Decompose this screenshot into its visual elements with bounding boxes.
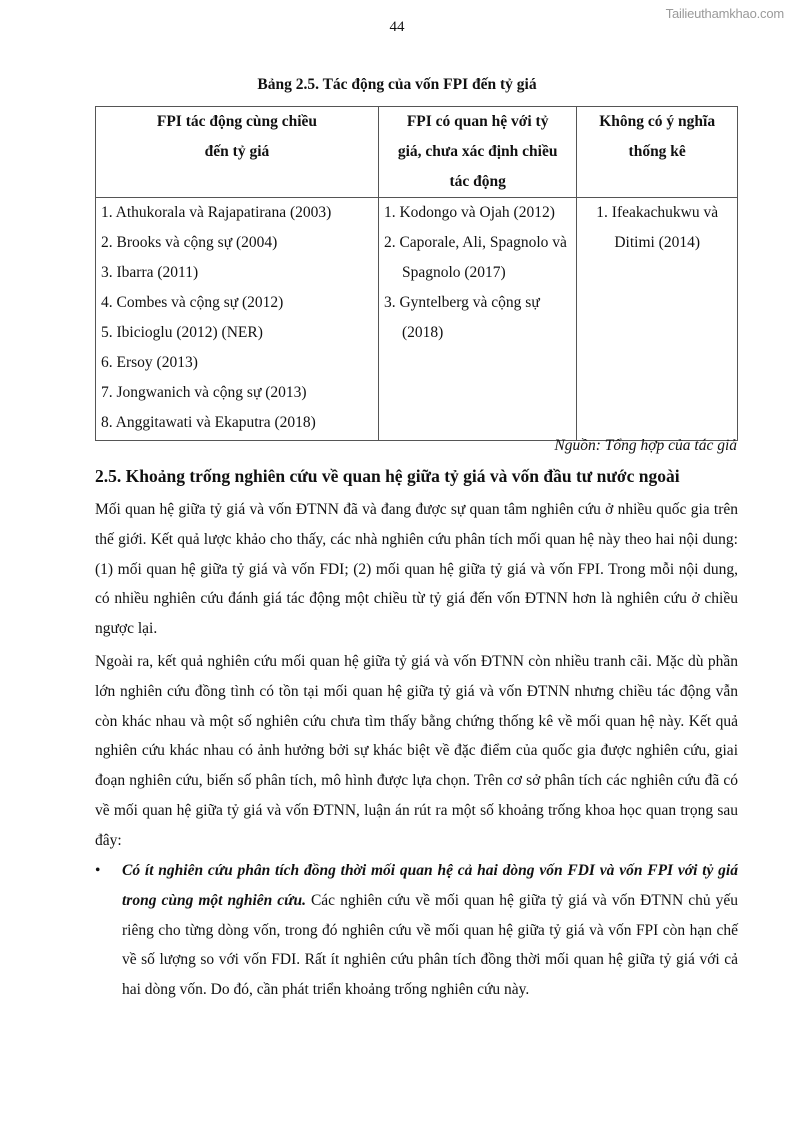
bullet-body: Các nghiên cứu về mối quan hệ giữa tỷ giá và vốn ĐTNN chủ yếu riêng cho từng dòng vốn, trong đó nghiên cứu về mối quan hệ giữa tỷ giá và vốn FPI còn hạn chế về số lượng so với vốn FDI. Rất ít nghiên cứu phân tích đồng thời mối quan hệ giữa tỷ giá với cả hai dòng vốn. Do đó, cần phát triển khoảng trống nghiên cứu này.: [122, 891, 738, 999]
header-line: giá, chưa xác định chiều: [397, 143, 558, 160]
header-same-direction: [96, 107, 379, 198]
reference-item: 1. Ifeakachukwu và Ditimi (2014): [596, 204, 719, 251]
page-number: 44: [389, 19, 405, 35]
reference-item: 4. Combes và cộng sự (2012): [101, 294, 284, 311]
table-caption: Bảng 2.5. Tác động của vốn FPI đến tỷ giá: [257, 76, 537, 93]
header-undetermined-direction: [378, 107, 576, 198]
header-line: thống kê: [628, 143, 686, 160]
reference-item: 3. Gyntelberg và cộng sự (2018): [383, 294, 540, 341]
bullet-icon: •: [95, 862, 101, 879]
header-line: FPI có quan hệ với tỷ: [406, 113, 549, 130]
reference-item: 2. Brooks và cộng sự (2004): [101, 234, 278, 251]
header-not-significant: [577, 107, 738, 198]
reference-item: 6. Ersoy (2013): [101, 354, 198, 371]
header-line: tác động: [449, 173, 506, 190]
header-line: Không có ý nghĩa: [599, 113, 716, 130]
reference-item: 1. Kodongo và Ojah (2012): [383, 204, 555, 221]
undetermined-direction-cell: [378, 198, 576, 441]
header-line: đến tỷ giá: [204, 143, 270, 160]
paragraph: Mối quan hệ giữa tỷ giá và vốn ĐTNN đã và đang được sự quan tâm nghiên cứu ở nhiều quốc gia trên thế giới. Kết quả lược khảo cho thấy, các nhà nghiên cứu phân tích mối quan hệ này theo hai nội dung: (1) mối quan hệ giữa tỷ giá và vốn FDI; (2) mối quan hệ giữa tỷ giá và vốn FPI. Trong mỗi nội dung, có nhiều nghiên cứu đánh giá tác động một chiều từ tỷ giá đến vốn ĐTNN hơn là nghiên cứu ở chiều ngược lại.: [95, 501, 738, 638]
header-line: FPI tác động cùng chiều: [156, 113, 318, 130]
reference-item: 7. Jongwanich và cộng sự (2013): [101, 384, 307, 401]
reference-item: 5. Ibicioglu (2012) (NER): [101, 324, 263, 341]
reference-item: 3. Ibarra (2011): [101, 264, 199, 281]
paragraph: Ngoài ra, kết quả nghiên cứu mối quan hệ giữa tỷ giá và vốn ĐTNN còn nhiều tranh cãi. Mặc dù phần lớn nghiên cứu đồng tình có tồn tại mối quan hệ giữa tỷ giá và vốn ĐTNN nhưng chiều tác động vẫn còn khác nhau và một số nghiên cứu chưa tìm thấy bằng chứng thống kê về mối quan hệ này. Kết quả nghiên cứu khác nhau có ảnh hưởng bởi sự khác biệt về đặc điểm của quốc gia được nghiên cứu, giai đoạn nghiên cứu, biến số phân tích, mô hình được lựa chọn. Trên cơ sở phân tích các nghiên cứu đã có về mối quan hệ giữa tỷ giá và vốn ĐTNN, luận án rút ra một số khoảng trống khoa học quan trọng sau đây:: [95, 653, 738, 849]
bullet-emphasis: Có ít nghiên cứu phân tích đồng thời mối quan hệ cả hai dòng vốn FDI và vốn FPI với tỷ giá trong cùng một nghiên cứu.: [122, 862, 738, 909]
table-header-row: [96, 107, 738, 198]
watermark: Tailieuthamkhao.com: [665, 6, 784, 21]
section-heading: 2.5. Khoảng trống nghiên cứu về quan hệ giữa tỷ giá và vốn đầu tư nước ngoài: [95, 466, 680, 486]
fpi-impact-table: [95, 106, 738, 441]
reference-item: 8. Anggitawati và Ekaputra (2018): [101, 414, 316, 431]
reference-item: 1. Athukorala và Rajapatirana (2003): [101, 204, 332, 221]
not-significant-cell: [577, 198, 738, 441]
source-note: Nguồn: Tổng hợp của tác giả: [554, 437, 737, 454]
table-row: [96, 198, 738, 441]
bullet-text: [122, 856, 738, 1005]
bullet-item: [95, 856, 738, 1005]
same-direction-cell: [96, 198, 379, 441]
reference-item: 2. Caporale, Ali, Spagnolo và Spagnolo (2017): [383, 234, 567, 281]
